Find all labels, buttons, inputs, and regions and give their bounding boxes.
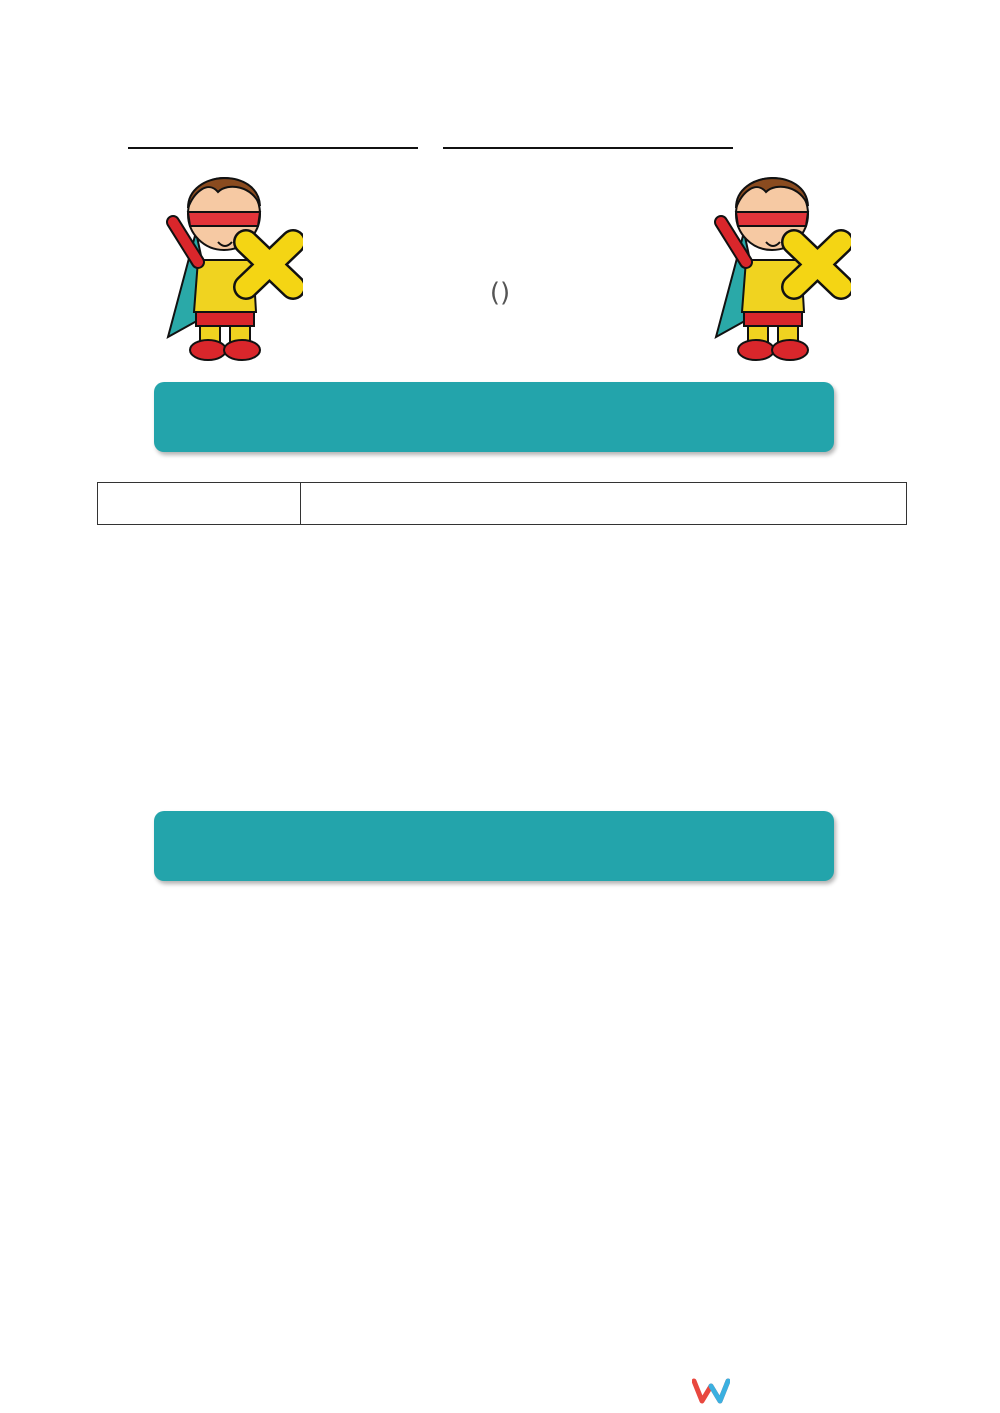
worksheetzone-logo-icon	[692, 1378, 730, 1404]
worksheet-subtitle: ()	[489, 278, 511, 308]
instruction-banner-part2	[154, 811, 834, 881]
date-field[interactable]	[443, 127, 733, 149]
repeated-addition-table	[97, 482, 907, 525]
floral-border-left	[40, 42, 82, 1372]
column-header-repeated-addition	[301, 483, 907, 525]
name-date-line	[120, 124, 733, 149]
column-header-multiplication	[98, 483, 301, 525]
floral-border-right	[918, 42, 960, 1372]
table-header-row	[98, 483, 907, 525]
floral-border-top	[40, 42, 960, 84]
superhero-illustration-right	[706, 162, 851, 362]
name-field[interactable]	[128, 127, 418, 149]
floral-border-bottom	[40, 1330, 960, 1372]
superhero-illustration-left	[158, 162, 303, 362]
brand-logo	[692, 1378, 740, 1404]
instruction-banner-part1	[154, 382, 834, 452]
